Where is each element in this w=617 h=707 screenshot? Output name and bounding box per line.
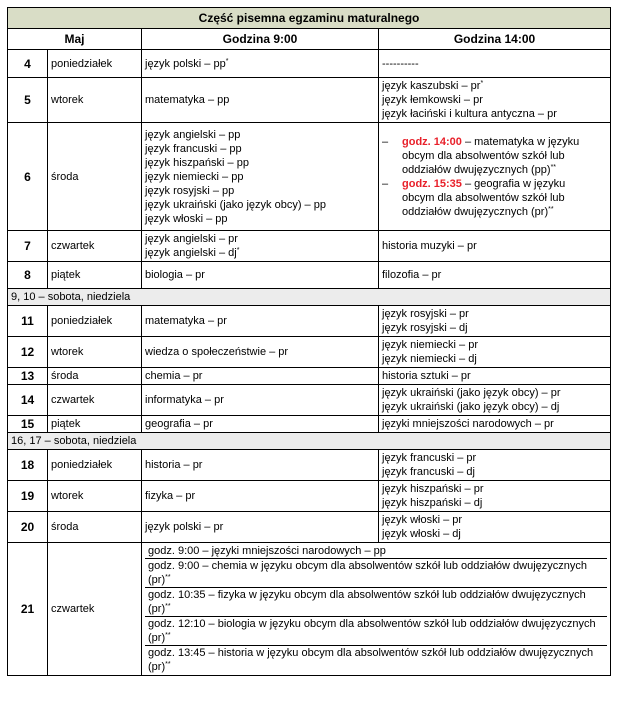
- day-number: 4: [8, 50, 48, 78]
- exam-am: historia – pr: [142, 450, 379, 481]
- weekday: poniedziałek: [48, 50, 142, 78]
- exam-am: geografia – pr: [142, 416, 379, 433]
- exam-pm: język niemiecki – pr język niemiecki – dj: [379, 337, 611, 368]
- day-number: 15: [8, 416, 48, 433]
- day-number: 11: [8, 306, 48, 337]
- day-number: 13: [8, 368, 48, 385]
- weekday: wtorek: [48, 78, 142, 123]
- exam-am: chemia – pr: [142, 368, 379, 385]
- table-row: [8, 481, 611, 512]
- table-row: [8, 512, 611, 543]
- table-row: [8, 78, 611, 123]
- weekday: czwartek: [48, 231, 142, 262]
- exam-am: fizyka – pr: [142, 481, 379, 512]
- pm-item-geo: – godz. 15:35 – geografia w języku obcym dla absolwentów szkół lub oddziałów dwujęzycznych (pr)**: [382, 177, 566, 218]
- header-row: [8, 29, 611, 50]
- exam-am: język angielski – pp język francuski – pp język hiszpański – pp język niemiecki – pp język rosyjski – pp język ukraiński (jako język obcy) – pp język włoski – pp: [142, 123, 379, 231]
- exam-item: godz. 9:00 – chemia w języku obcym dla absolwentów szkół lub oddziałów dwujęzycznych (pr)**: [145, 558, 607, 587]
- exam-am: matematyka – pr: [142, 306, 379, 337]
- table-title: Część pisemna egzaminu maturalnego: [8, 8, 611, 29]
- exam-pm: języki mniejszości narodowych – pr: [379, 416, 611, 433]
- exam-am: język polski – pp*: [142, 50, 379, 78]
- table-row: [8, 50, 611, 78]
- exam-am: informatyka – pr: [142, 385, 379, 416]
- pm-item-math: – godz. 14:00 – matematyka w języku obcym dla absolwentów szkół lub oddziałów dwujęzycznych (pp)**: [382, 135, 580, 176]
- day-number: 7: [8, 231, 48, 262]
- table-row: [8, 123, 611, 231]
- exam-pm: filozofia – pr: [379, 262, 611, 289]
- weekday: wtorek: [48, 337, 142, 368]
- exam-pm: historia sztuki – pr: [379, 368, 611, 385]
- exam-am: język polski – pr: [142, 512, 379, 543]
- exam-pm: język rosyjski – pr język rosyjski – dj: [379, 306, 611, 337]
- exam-item: godz. 13:45 – historia w języku obcym dla absolwentów szkół lub oddziałów dwujęzycznych (pr)**: [145, 645, 607, 674]
- exam-item: godz. 12:10 – biologia w języku obcym dla absolwentów szkół lub oddziałów dwujęzycznych (pr)**: [145, 616, 607, 645]
- exam-pm: historia muzyki – pr: [379, 231, 611, 262]
- weekday: piątek: [48, 416, 142, 433]
- exam-pm: ----------: [379, 50, 611, 78]
- exam-item: godz. 10:35 – fizyka w języku obcym dla absolwentów szkół lub oddziałów dwujęzycznych (pr)**: [145, 587, 607, 616]
- table-row: [8, 231, 611, 262]
- table-row: [8, 450, 611, 481]
- weekend-label: 9, 10 – sobota, niedziela: [8, 289, 611, 306]
- exam-pm: język ukraiński (jako język obcy) – pr język ukraiński (jako język obcy) – dj: [379, 385, 611, 416]
- table-row: [8, 543, 611, 676]
- header-14: Godzina 14:00: [379, 29, 611, 50]
- day-number: 6: [8, 123, 48, 231]
- title-row: [8, 8, 611, 29]
- weekday: środa: [48, 123, 142, 231]
- day-number: 14: [8, 385, 48, 416]
- weekday: piątek: [48, 262, 142, 289]
- day-number: 5: [8, 78, 48, 123]
- day-number: 12: [8, 337, 48, 368]
- day-number: 20: [8, 512, 48, 543]
- weekday: wtorek: [48, 481, 142, 512]
- day-number: 18: [8, 450, 48, 481]
- exam-am: biologia – pr: [142, 262, 379, 289]
- table-row: [8, 368, 611, 385]
- weekday: poniedziałek: [48, 450, 142, 481]
- exam-am: matematyka – pp: [142, 78, 379, 123]
- day-number: 8: [8, 262, 48, 289]
- day-number: 19: [8, 481, 48, 512]
- table-row: [8, 416, 611, 433]
- weekend-row: [8, 433, 611, 450]
- exam-list-21: [142, 543, 611, 676]
- exam-pm: język francuski – pr język francuski – dj: [379, 450, 611, 481]
- exam-am: język angielski – pr język angielski – dj*: [142, 231, 379, 262]
- day-number: 21: [8, 543, 48, 676]
- exam-pm: język włoski – pr język włoski – dj: [379, 512, 611, 543]
- exam-pm: język hiszpański – pr język hiszpański – dj: [379, 481, 611, 512]
- table-row: [8, 262, 611, 289]
- exam-item: godz. 9:00 – języki mniejszości narodowych – pp: [148, 545, 386, 557]
- exam-am: wiedza o społeczeństwie – pr: [142, 337, 379, 368]
- table-row: [8, 306, 611, 337]
- weekday: poniedziałek: [48, 306, 142, 337]
- exam-pm: język kaszubski – pr* język łemkowski – pr język łaciński i kultura antyczna – pr: [379, 78, 611, 123]
- weekday: środa: [48, 512, 142, 543]
- header-month: Maj: [8, 29, 142, 50]
- weekday: czwartek: [48, 385, 142, 416]
- weekend-row: [8, 289, 611, 306]
- exam-pm: [379, 123, 611, 231]
- weekend-label: 16, 17 – sobota, niedziela: [8, 433, 611, 450]
- weekday: środa: [48, 368, 142, 385]
- table-row: [8, 385, 611, 416]
- table-row: [8, 337, 611, 368]
- header-9: Godzina 9:00: [142, 29, 379, 50]
- weekday: czwartek: [48, 543, 142, 676]
- exam-schedule-table: [7, 7, 611, 676]
